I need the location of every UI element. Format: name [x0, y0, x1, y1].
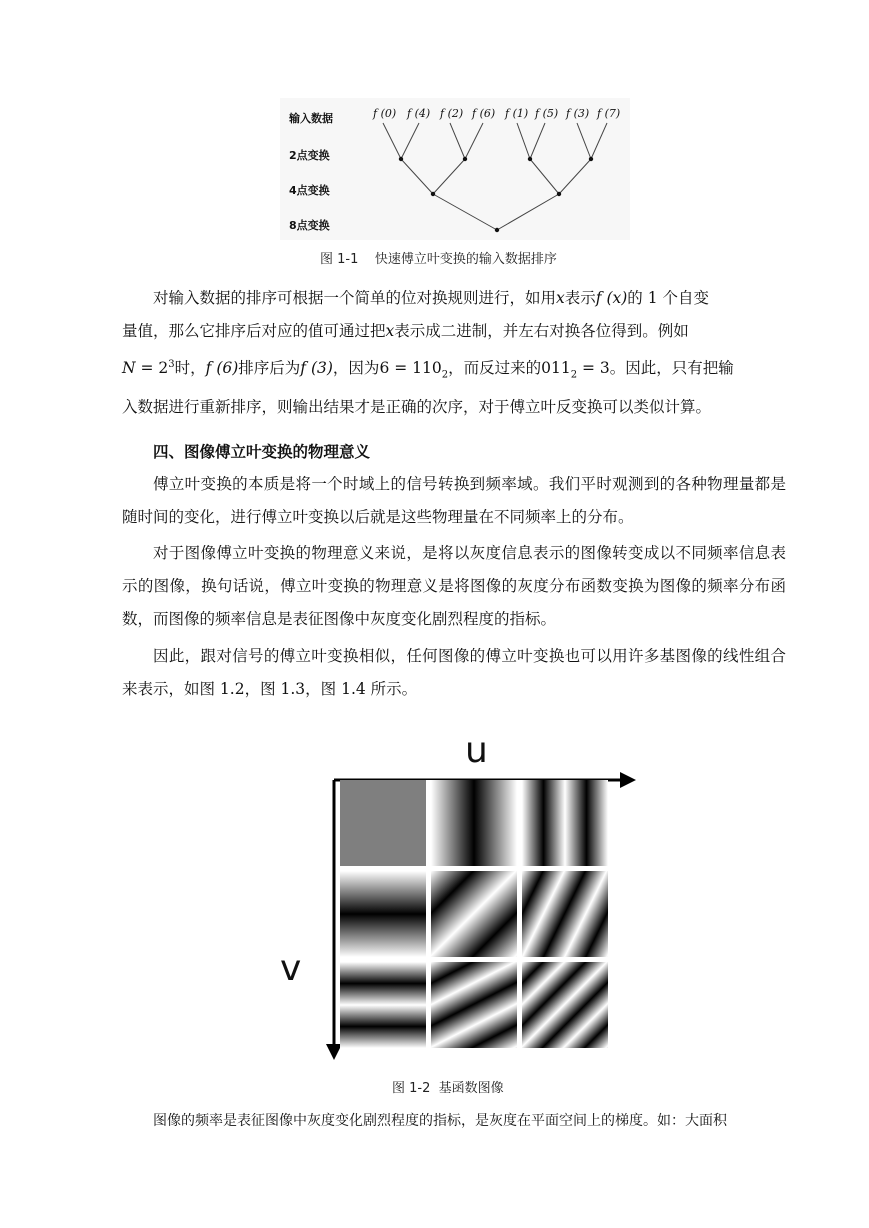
- input-label: f (4): [407, 107, 431, 120]
- basis-image: [340, 780, 426, 866]
- figure-1-2-caption: 图 1-2 基函数图像: [392, 1081, 504, 1096]
- text: 。因此，只有把输: [609, 359, 734, 378]
- math-f6: f (6): [205, 359, 239, 378]
- input-label: f (1): [505, 107, 529, 120]
- math-eq1: 6 = 110: [379, 359, 442, 378]
- row-label-4pt: 4点变换: [289, 184, 330, 197]
- math-sub: 2: [570, 369, 578, 381]
- input-label: f (7): [597, 107, 621, 120]
- text: 对于图像傅立叶变换的物理意义来说，是将以灰度信息表示的图像转变成以不同频率信息表示的图像，换句话说，傅立叶变换的物理意义是将图像的灰度分布函数变换为图像的频率分布函数，而图像的频率信息是表征图像中灰度变化剧烈程度的指标。: [122, 544, 786, 628]
- text: 对输入数据的排序可根据一个简单的位对换规则进行，如用: [153, 289, 557, 307]
- text: 因此，跟对信号的傅立叶变换相似，任何图像的傅立叶变换也可以用许多基图像的线性组合来表示，如图 1.2，图 1.3，图 1.4 所示。: [122, 647, 786, 698]
- basis-image: [340, 871, 426, 957]
- basis-image: [522, 962, 608, 1048]
- basis-image: [431, 962, 517, 1048]
- section-heading: 四、图像傅立叶变换的物理意义: [153, 442, 371, 461]
- math-sub: 2: [441, 369, 449, 381]
- paragraph-physical-meaning: [122, 537, 786, 636]
- row-label-input: 输入数据: [289, 112, 333, 125]
- v-axis-label: v: [280, 948, 302, 989]
- math-fx: f (x): [595, 289, 628, 307]
- row-label-2pt: 2点变换: [289, 149, 330, 162]
- input-label: f (5): [535, 107, 559, 120]
- text: 排序后为: [238, 359, 301, 378]
- figure-1-1: [280, 98, 630, 240]
- text: ，而反过来的: [448, 359, 542, 378]
- basis-image: [522, 780, 608, 866]
- math-x: x: [385, 322, 395, 340]
- text: ，因为: [332, 359, 380, 378]
- basis-image: [522, 871, 608, 957]
- math-eq: = 2: [135, 359, 169, 378]
- basis-function-grid: [340, 780, 608, 1048]
- math-eq2: 011: [541, 359, 571, 378]
- paragraph-frequency: 图像的频率是表征图像中灰度变化剧烈程度的指标，是灰度在平面空间上的梯度。如：大面积: [153, 1113, 727, 1129]
- text: 傅立叶变换的本质是将一个时域上的信号转换到频率域。我们平时观测到的各种物理量都是随时间的变化，进行傅立叶变换以后就是这些物理量在不同频率上的分布。: [122, 475, 786, 526]
- input-label: f (2): [440, 107, 464, 120]
- math-eq2b: = 3: [577, 359, 610, 378]
- math-x: x: [556, 289, 565, 307]
- text: 入数据进行重新排序，则输出结果才是正确的次序，对于傅立叶反变换可以类似计算。: [122, 398, 712, 417]
- input-label: f (3): [566, 107, 590, 120]
- basis-image: [340, 962, 426, 1048]
- text: 的 1 个自变: [627, 289, 709, 307]
- paragraph-bit-reversal: [122, 282, 786, 424]
- row-label-8pt: 8点变换: [289, 219, 330, 232]
- math-sup: 3: [168, 359, 175, 370]
- figure-1-1-caption: 图 1-1 快速傅立叶变换的输入数据排序: [320, 252, 557, 267]
- paragraph-essence: [122, 468, 786, 534]
- paragraph-basis-images: [122, 640, 786, 706]
- input-label: f (6): [472, 107, 496, 120]
- text: 时，: [174, 359, 206, 378]
- basis-image: [431, 780, 517, 866]
- math-f3: f (3): [300, 359, 333, 378]
- input-label: f (0): [373, 107, 397, 120]
- text: 表示成二进制，并左右对换各位得到。例如: [394, 322, 689, 340]
- text: 量值，那么它排序后对应的值可通过把: [122, 322, 386, 340]
- text: 表示: [564, 289, 596, 307]
- math-N: N: [122, 359, 136, 378]
- u-axis-label: u: [465, 730, 488, 771]
- basis-image: [431, 871, 517, 957]
